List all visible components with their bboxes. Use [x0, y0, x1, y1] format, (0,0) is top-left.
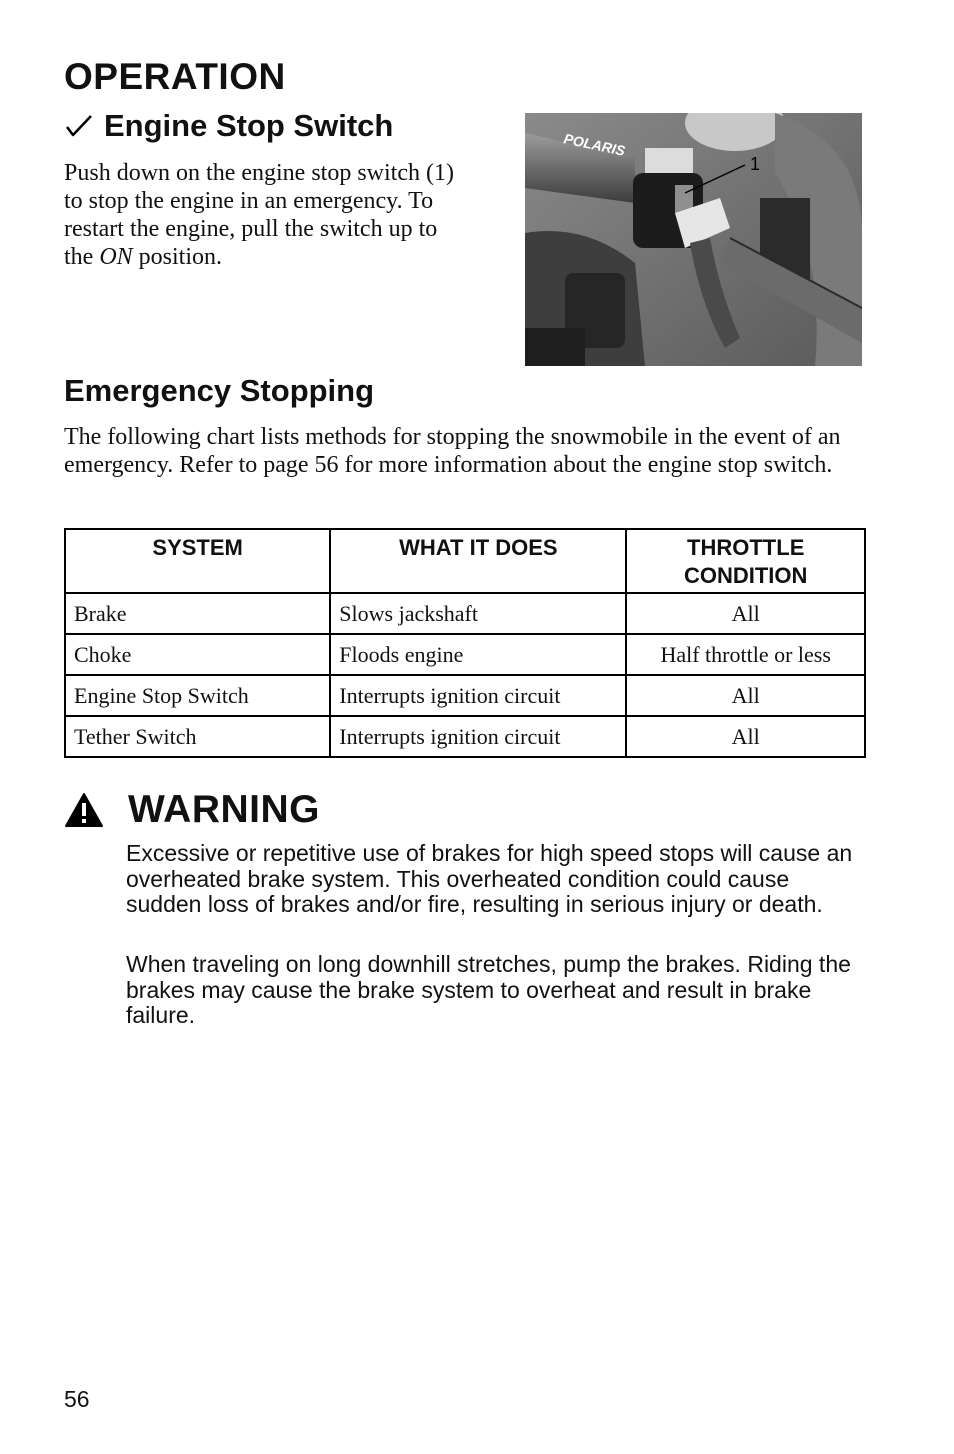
what-it-does-cell: Interrupts ignition circuit [330, 716, 626, 757]
throttle-condition-cell: Half throttle or less [626, 634, 865, 675]
system-cell: Choke [65, 634, 330, 675]
table-row [65, 593, 865, 634]
system-cell: Tether Switch [65, 716, 330, 757]
svg-text:POLARIS: POLARIS [562, 130, 627, 159]
throttle-condition-cell: All [626, 593, 865, 634]
table-row [65, 675, 865, 716]
header-throttle-condition: THROTTLE CONDITION [626, 529, 865, 593]
system-cell: Brake [65, 593, 330, 634]
warning-paragraph-2: When traveling on long downhill stretches, pump the brakes. Riding the brakes may cause the brake system to overheat and result in brake failure. [126, 951, 851, 1028]
table-row [65, 716, 865, 757]
system-cell: Engine Stop Switch [65, 675, 330, 716]
header-what-it-does: WHAT IT DOES [330, 529, 626, 593]
engine-stop-paragraph [64, 159, 464, 271]
checkmark-icon [64, 113, 94, 139]
engine-stop-switch-title: Engine Stop Switch [104, 108, 394, 143]
engine-stop-text-on: ON [99, 244, 133, 270]
throttle-condition-cell: All [626, 675, 865, 716]
what-it-does-cell: Floods engine [330, 634, 626, 675]
what-it-does-cell: Interrupts ignition circuit [330, 675, 626, 716]
photo-callout-1: 1 [750, 154, 761, 174]
page-number: 56 [64, 1386, 90, 1412]
warning-paragraph-1: Excessive or repetitive use of brakes for high speed stops will cause an overheated brake system. This overheated condition could cause sudden loss of brakes and/or fire, resulting in serious injury or death. [126, 840, 853, 917]
warning-triangle-icon [64, 792, 104, 828]
throttle-condition-cell: All [626, 716, 865, 757]
emergency-stopping-heading: Emergency Stopping [64, 373, 375, 408]
engine-stop-switch-photo [525, 113, 862, 366]
table-row [65, 634, 865, 675]
emergency-stopping-paragraph: The following chart lists methods for stopping the snowmobile in the event of an emergency. Refer to page 56 for more information about the engine stop switch. [64, 424, 841, 478]
engine-stop-text-start: Push down on the engine stop switch (1) to stop the engine in an emergency. To restart the engine, pull the switch up to the [64, 160, 454, 270]
engine-stop-text-end: position. [132, 244, 223, 270]
warning-heading [64, 788, 320, 832]
table-header-row [65, 529, 865, 593]
header-system: SYSTEM [65, 529, 330, 593]
section-heading: OPERATION [64, 56, 286, 97]
what-it-does-cell: Slows jackshaft [330, 593, 626, 634]
engine-stop-switch-heading [64, 108, 393, 144]
emergency-stopping-table [64, 528, 866, 758]
warning-title: WARNING [128, 788, 320, 831]
